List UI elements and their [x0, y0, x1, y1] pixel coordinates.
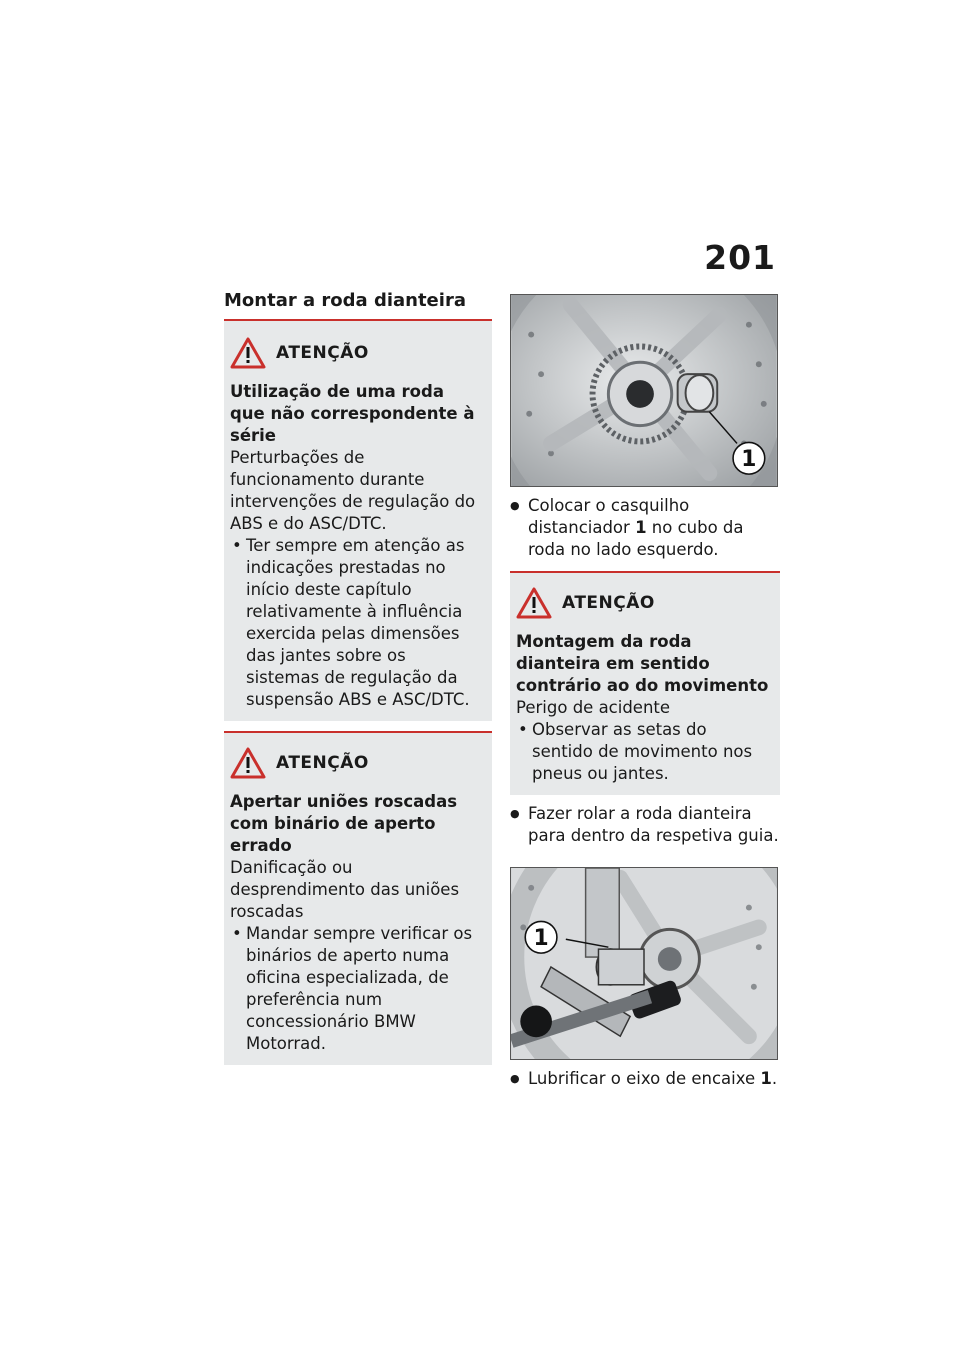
warning-header — [230, 337, 484, 369]
step-lubricate-axle — [510, 1068, 780, 1090]
wheel-hub-spacer-photo — [510, 294, 778, 487]
warning-text: Perturbações de funcionamento durante intervenções de regulação do ABS e do ASC/DTC. — [230, 448, 476, 533]
warning-text: Perigo de acidente — [516, 698, 671, 717]
warning-label: ATENÇÃO — [276, 753, 369, 773]
warning-title: Apertar uniões roscadas com binário de aperto errado — [230, 792, 458, 855]
warning-header — [230, 747, 484, 779]
step-roll-wheel: ● Fazer rolar a roda dianteira para dentro da respetiva guia. — [510, 803, 780, 847]
step-insert-spacer — [510, 495, 780, 561]
left-column — [224, 290, 492, 1065]
warning-triangle-icon — [516, 587, 552, 619]
warning-bullet: • Observar as setas do sentido de movimento nos pneus ou jantes. — [516, 719, 772, 785]
warning-bullet: • Mandar sempre verificar os binários de aperto numa oficina especializada, de preferência num concessionário BMW Motorrad. — [230, 923, 484, 1055]
step-ref-number: 1 — [635, 518, 647, 537]
warning-box-3 — [510, 571, 780, 795]
warning-box-2 — [224, 731, 492, 1065]
callout-number: 1 — [741, 447, 757, 473]
warning-label: ATENÇÃO — [562, 593, 655, 613]
warning-text: Danificação ou desprendimento das uniões roscadas — [230, 858, 460, 921]
callout-number: 1 — [533, 926, 549, 952]
step-text: . — [771, 1069, 778, 1088]
warning-label: ATENÇÃO — [276, 343, 369, 363]
step-text: Lubrificar o eixo de encaixe — [528, 1069, 761, 1088]
axle-insertion-photo — [510, 867, 778, 1060]
step-ref-number: 1 — [760, 1069, 772, 1088]
warning-header — [516, 587, 772, 619]
warning-triangle-icon — [230, 337, 266, 369]
warning-box-1 — [224, 321, 492, 721]
section-title: Montar a roda dianteira — [224, 290, 492, 321]
step-text: Colocar o casquilho distanciador — [528, 496, 690, 537]
warning-title: Montagem da roda dianteira em sentido contrário ao do movimento — [516, 632, 769, 695]
warning-title: Utilização de uma roda que não correspondente à série — [230, 382, 475, 445]
warning-bullet: • Ter sempre em atenção as indicações prestadas no início deste capítulo relativamente à influência exercida pelas dimensões das jantes sobre os sistemas de regulação da suspensão ABS e ASC/DTC. — [230, 535, 484, 711]
warning-triangle-icon — [230, 747, 266, 779]
right-column — [510, 294, 780, 1090]
page-number: 201 — [704, 238, 776, 277]
step-text: no cubo da roda no lado esquerdo. — [528, 518, 744, 559]
